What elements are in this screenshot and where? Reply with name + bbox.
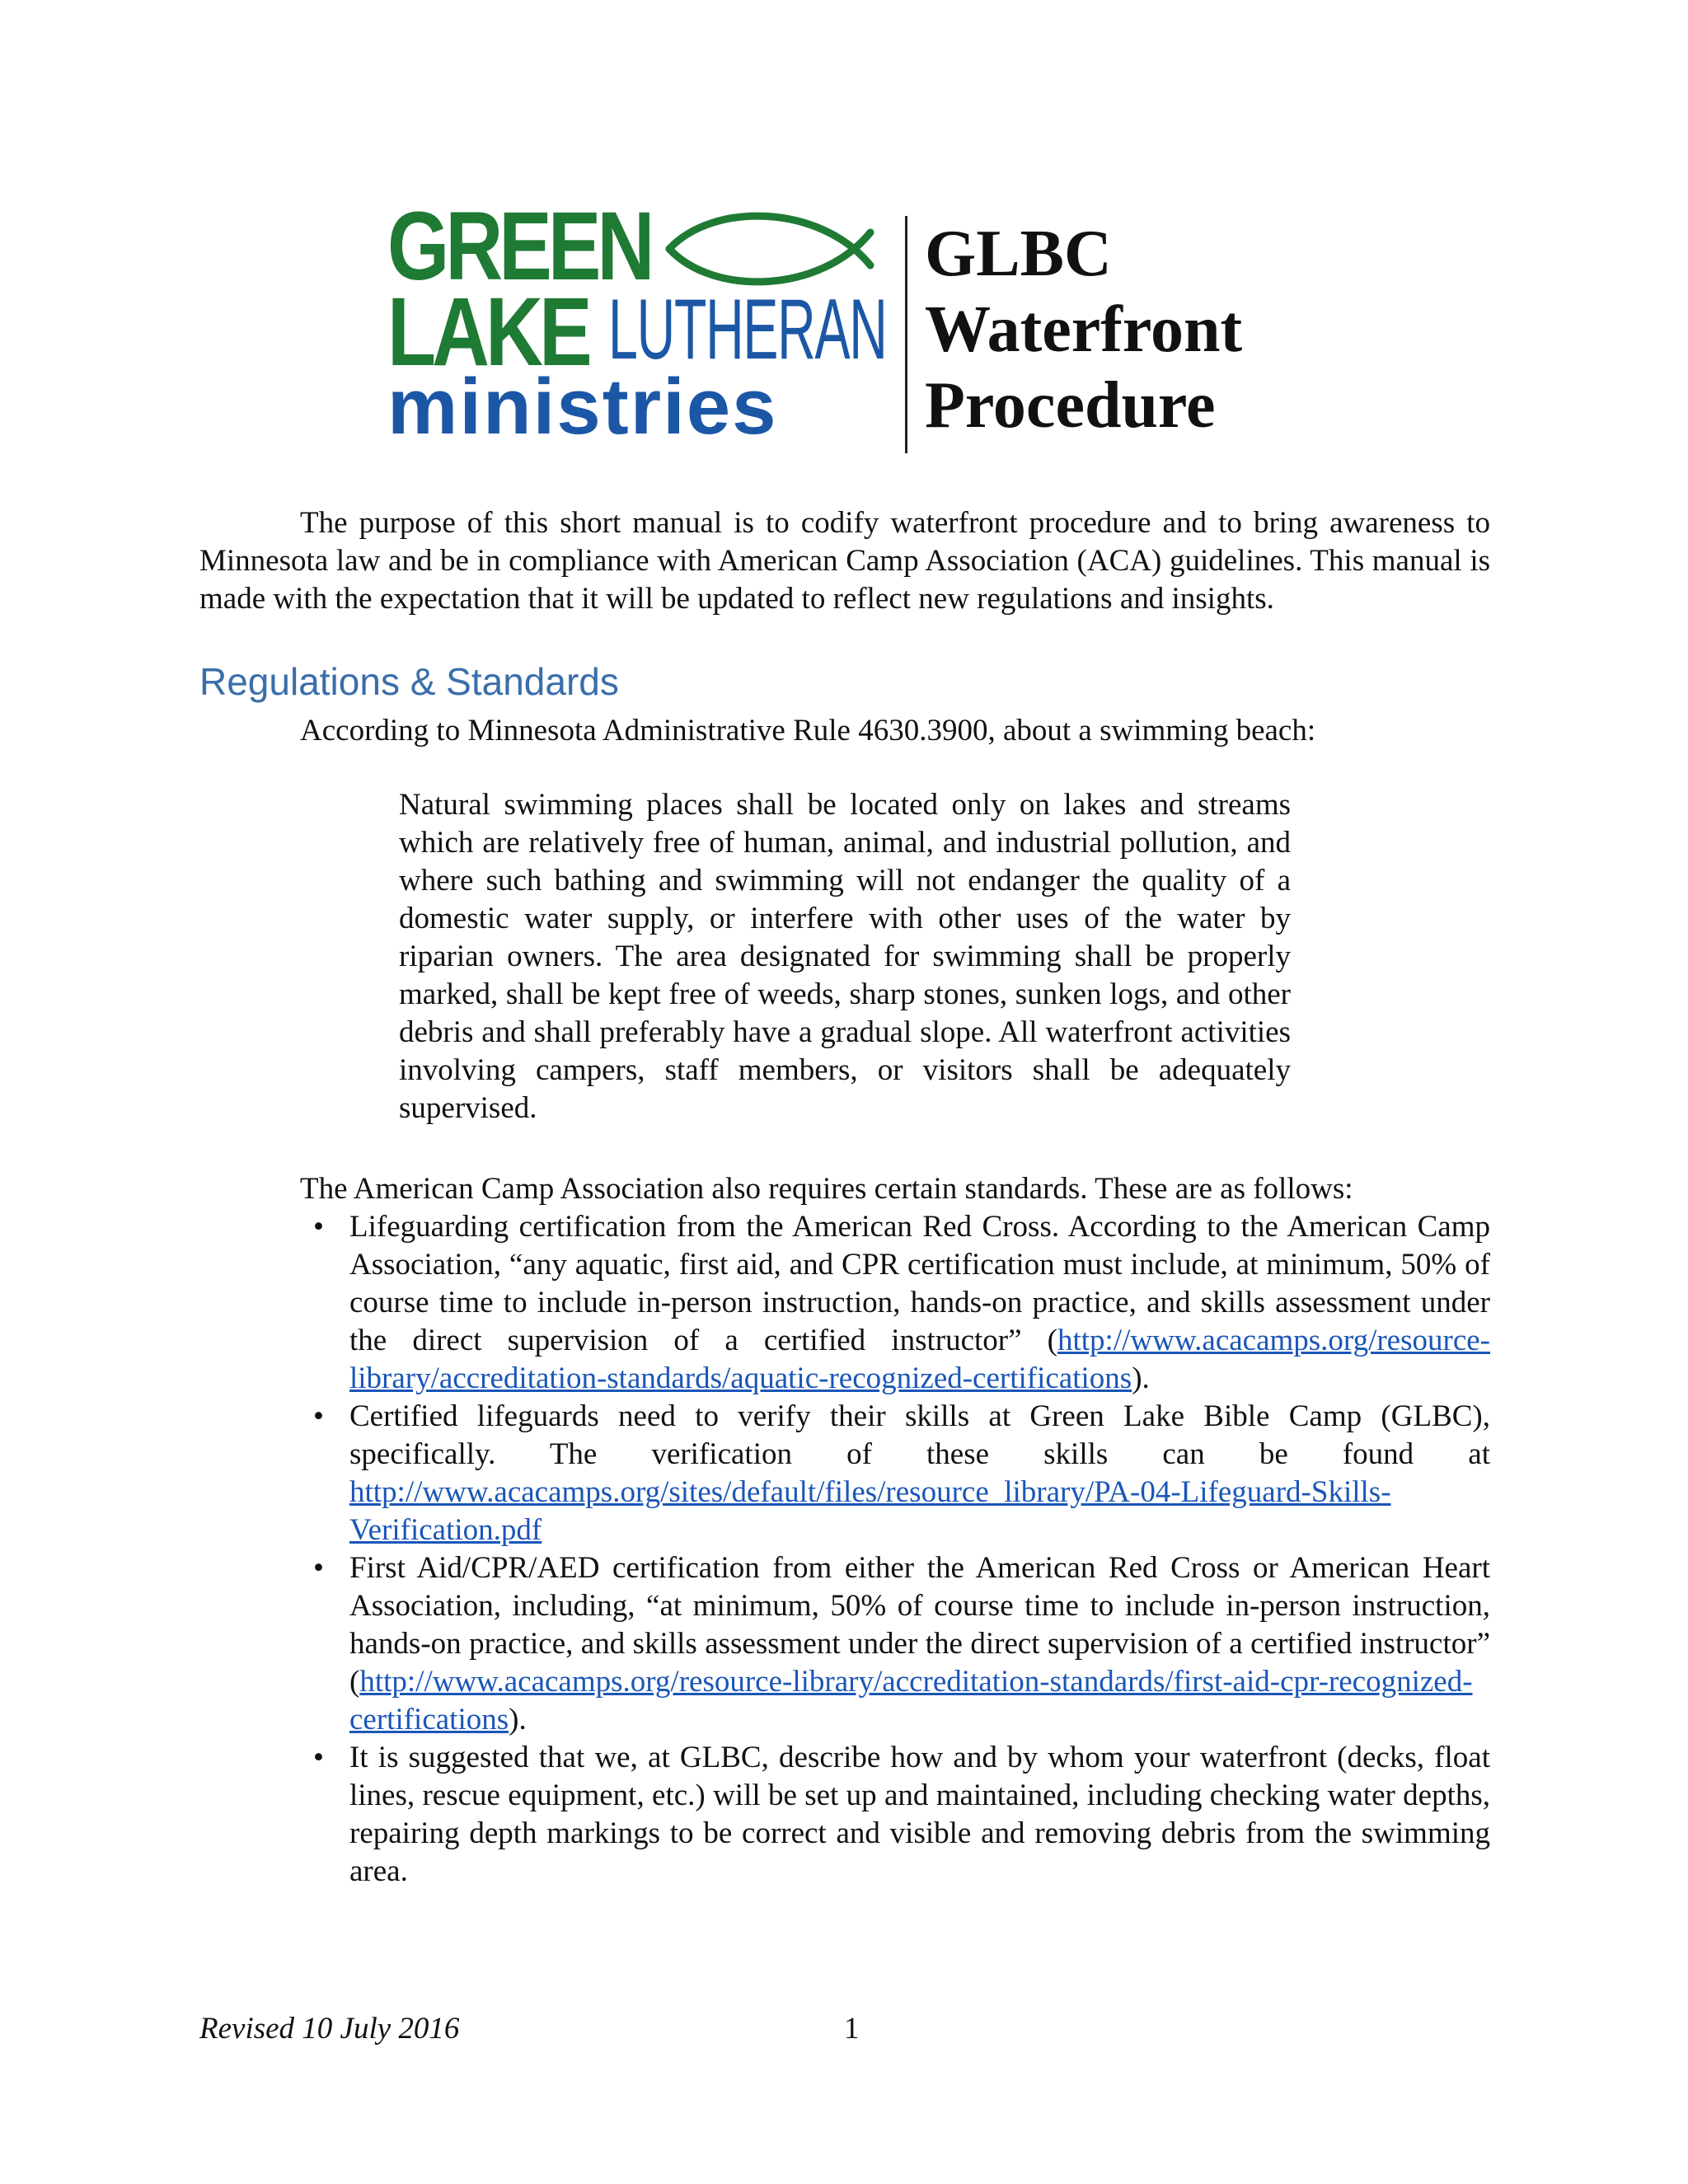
logo-word-green: GREEN [387, 192, 651, 301]
list-item [300, 1549, 1490, 1739]
bullet-text: Certified lifeguards need to verify their skills at Green Lake Bible Camp (GLBC), specifically. The verification of these skills can be found at [349, 1399, 1490, 1471]
aquatic-certifications-link[interactable]: http://www.acacamps.org/resource-library/accreditation-standards/aquatic-recognized-certifications [349, 1324, 1490, 1395]
bullet-tail: ). [509, 1703, 527, 1736]
bullet-icon: • [313, 1551, 324, 1585]
bullet-icon: • [313, 1399, 324, 1433]
revision-date: Revised 10 July 2016 [199, 2012, 460, 2046]
header-divider [905, 216, 907, 453]
standards-list [300, 1208, 1490, 1891]
bullet-icon: • [313, 1210, 324, 1244]
bullet-text: Lifeguarding certification from the American Red Cross. According to the American Camp Association, “any aquatic, first aid, and CPR certification must include, at minimum, 50% of course time to include in-person instruction, hands-on practice, and skills assessment under the direct supervision of a certified instructor” ( [349, 1210, 1490, 1357]
logo-word-ministries: ministries [387, 363, 778, 451]
logo-word-lake: LAKE [387, 278, 588, 387]
title-line-1: GLBC [925, 218, 1112, 290]
organization-logo [387, 192, 890, 462]
bullet-text: First Aid/CPR/AED certification from either the American Red Cross or American Heart Association, including, “at minimum, 50% of course time to include in-person instruction, hands-on practice, and skills assessment under the direct supervision of a certified instructor” ( [349, 1551, 1490, 1699]
rule-intro-text: According to Minnesota Administrative Rule 4630.3900, about a swimming beach: [300, 714, 1316, 748]
document-title [925, 216, 1242, 443]
bullet-icon: • [313, 1741, 324, 1774]
section-heading: Regulations & Standards [199, 660, 619, 703]
title-line-2: Waterfront [925, 293, 1243, 366]
title-line-3: Procedure [925, 369, 1216, 442]
rule-quote: Natural swimming places shall be located only on lakes and streams which are relatively free of human, animal, and industrial pollution, and where such bathing and swimming will not endanger the quality of a domestic water supply, or interfere with other uses of the water by riparian owners. The area designated for swimming shall be properly marked, shall be kept free of weeds, sharp stones, sunken logs, and other debris and shall preferably have a gradual slope. All waterfront activities involving campers, staff members, or visitors shall be adequately supervised. [399, 788, 1291, 1125]
aca-intro-text: The American Camp Association also requires certain standards. These are as follows: [300, 1172, 1353, 1206]
first-aid-certifications-link[interactable]: http://www.acacamps.org/resource-library/accreditation-standards/first-aid-cpr-recognized-certifications [349, 1665, 1473, 1736]
lifeguard-verification-link[interactable]: http://www.acacamps.org/sites/default/files/resource_library/PA-04-Lifeguard-Skills-Verification.pdf [349, 1475, 1391, 1547]
list-item [300, 1739, 1490, 1891]
intro-paragraph: The purpose of this short manual is to codify waterfront procedure and to bring awareness to Minnesota law and be in compliance with American Camp Association (ACA) guidelines. This manual is made with the expectation that it will be updated to reflect new regulations and insights. [199, 506, 1490, 616]
logo-word-lutheran: LUTHERAN [608, 282, 887, 377]
bullet-tail: ). [1132, 1361, 1150, 1395]
list-item [300, 1398, 1490, 1549]
list-item [300, 1208, 1490, 1398]
fish-icon [664, 208, 893, 290]
page-number: 1 [844, 2012, 860, 2046]
bullet-text: It is suggested that we, at GLBC, describe how and by whom your waterfront (decks, float lines, rescue equipment, etc.) will be set up and maintained, including checking water depths, repairing depth markings to be correct and visible and removing debris from the swimming area. [349, 1741, 1490, 1888]
